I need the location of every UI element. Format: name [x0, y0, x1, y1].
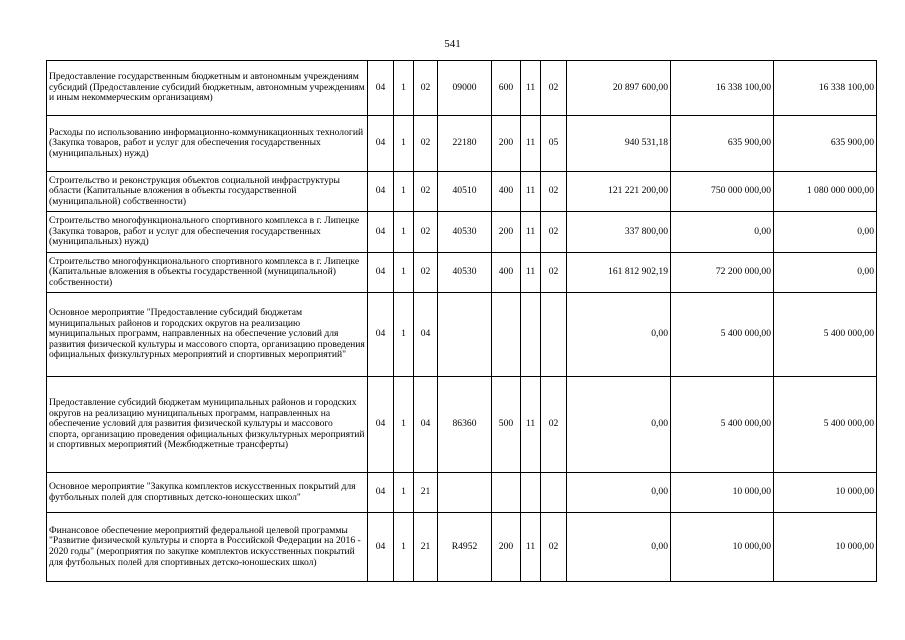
expense-type-code: 600: [492, 61, 521, 116]
amount-year-2: 10 000,00: [671, 513, 774, 582]
amount-year-2: 750 000 000,00: [671, 172, 774, 212]
subsection-code: 02: [541, 253, 567, 293]
program-code: 1: [394, 253, 414, 293]
row-description: Строительство многофункционального спортивного комплекса в г. Липецке (Капитальные вложения в объекты государственной (муниципальной) собственности): [47, 253, 368, 293]
subsection-code: 02: [541, 61, 567, 116]
expense-type-code: 200: [492, 116, 521, 172]
table-row: [47, 293, 877, 377]
amount-year-3: 0,00: [774, 253, 877, 293]
subsection-code: [541, 473, 567, 513]
amount-year-1: 940 531,18: [567, 116, 671, 172]
table-row: [47, 61, 877, 116]
amount-year-3: 5 400 000,00: [774, 377, 877, 473]
amount-year-2: 0,00: [671, 212, 774, 253]
subprogram-code: 02: [414, 253, 438, 293]
ministry-code: 04: [368, 116, 394, 172]
table-row: [47, 473, 877, 513]
direction-code: 22180: [438, 116, 492, 172]
amount-year-3: 16 338 100,00: [774, 61, 877, 116]
amount-year-3: 10 000,00: [774, 473, 877, 513]
program-code: 1: [394, 172, 414, 212]
amount-year-2: 635 900,00: [671, 116, 774, 172]
direction-code: 86360: [438, 377, 492, 473]
amount-year-2: 5 400 000,00: [671, 377, 774, 473]
subsection-code: 02: [541, 212, 567, 253]
table-row: [47, 513, 877, 582]
section-code: 11: [521, 513, 541, 582]
ministry-code: 04: [368, 61, 394, 116]
amount-year-3: 1 080 000 000,00: [774, 172, 877, 212]
subprogram-code: 02: [414, 212, 438, 253]
subsection-code: 02: [541, 172, 567, 212]
direction-code: 40530: [438, 253, 492, 293]
expense-type-code: 500: [492, 377, 521, 473]
amount-year-1: 20 897 600,00: [567, 61, 671, 116]
row-description: Предоставление субсидий бюджетам муниципальных районов и городских округов на реализацию муниципальных программ, направленных на обеспечение условий для развития физической культуры и массового спорта, организацию проведения официальных физкультурных мероприятий и спортивных мероприятий (Межбюджетные трансферты): [47, 377, 368, 473]
expense-type-code: 400: [492, 172, 521, 212]
section-code: [521, 473, 541, 513]
subprogram-code: 04: [414, 293, 438, 377]
expense-type-code: [492, 473, 521, 513]
ministry-code: 04: [368, 293, 394, 377]
program-code: 1: [394, 116, 414, 172]
amount-year-2: 5 400 000,00: [671, 293, 774, 377]
table-row: [47, 377, 877, 473]
ministry-code: 04: [368, 172, 394, 212]
amount-year-3: 635 900,00: [774, 116, 877, 172]
section-code: 11: [521, 116, 541, 172]
subprogram-code: 02: [414, 116, 438, 172]
section-code: 11: [521, 212, 541, 253]
table-row: [47, 253, 877, 293]
subsection-code: 02: [541, 513, 567, 582]
expense-type-code: 400: [492, 253, 521, 293]
amount-year-1: 0,00: [567, 293, 671, 377]
amount-year-2: 16 338 100,00: [671, 61, 774, 116]
direction-code: 09000: [438, 61, 492, 116]
table-row: [47, 172, 877, 212]
direction-code: 40530: [438, 212, 492, 253]
subprogram-code: 02: [414, 61, 438, 116]
ministry-code: 04: [368, 377, 394, 473]
subsection-code: [541, 293, 567, 377]
direction-code: [438, 293, 492, 377]
amount-year-2: 10 000,00: [671, 473, 774, 513]
table-row: [47, 116, 877, 172]
subprogram-code: 04: [414, 377, 438, 473]
amount-year-1: 0,00: [567, 513, 671, 582]
subsection-code: 05: [541, 116, 567, 172]
row-description: Расходы по использованию информационно-коммуникационных технологий (Закупка товаров, работ и услуг для обеспечения государственных (муниципальных) нужд): [47, 116, 368, 172]
row-description: Основное мероприятие "Закупка комплектов искусственных покрытий для футбольных полей для спортивных детско-юношеских школ": [47, 473, 368, 513]
section-code: [521, 293, 541, 377]
program-code: 1: [394, 212, 414, 253]
amount-year-2: 72 200 000,00: [671, 253, 774, 293]
row-description: Строительство и реконструкция объектов социальной инфраструктуры области (Капитальные вложения в объекты государственной (муниципальной) собственности): [47, 172, 368, 212]
ministry-code: 04: [368, 253, 394, 293]
ministry-code: 04: [368, 513, 394, 582]
program-code: 1: [394, 293, 414, 377]
expense-type-code: [492, 293, 521, 377]
page-number: 541: [444, 38, 461, 50]
amount-year-1: 0,00: [567, 473, 671, 513]
row-description: Финансовое обеспечение мероприятий федеральной целевой программы "Развитие физической культуры и спорта в Российской Федерации на 2016 - 2020 годы" (мероприятия по закупке комплектов искусственных покрытий для футбольных полей для спортивных детско-юношеских школ): [47, 513, 368, 582]
amount-year-1: 121 221 200,00: [567, 172, 671, 212]
row-description: Предоставление государственным бюджетным и автономным учреждениям субсидий (Предоставление субсидий бюджетным, автономным учреждениям и иным некоммерческим организациям): [47, 61, 368, 116]
ministry-code: 04: [368, 212, 394, 253]
program-code: 1: [394, 377, 414, 473]
amount-year-1: 161 812 902,19: [567, 253, 671, 293]
amount-year-1: 0,00: [567, 377, 671, 473]
budget-table: [46, 60, 877, 582]
program-code: 1: [394, 473, 414, 513]
amount-year-1: 337 800,00: [567, 212, 671, 253]
expense-type-code: 200: [492, 513, 521, 582]
subprogram-code: 02: [414, 172, 438, 212]
table-row: [47, 212, 877, 253]
subprogram-code: 21: [414, 473, 438, 513]
ministry-code: 04: [368, 473, 394, 513]
program-code: 1: [394, 513, 414, 582]
section-code: 11: [521, 172, 541, 212]
amount-year-3: 10 000,00: [774, 513, 877, 582]
expense-type-code: 200: [492, 212, 521, 253]
subsection-code: 02: [541, 377, 567, 473]
row-description: Строительство многофункционального спортивного комплекса в г. Липецке (Закупка товаров, работ и услуг для обеспечения государственных (муниципальных) нужд): [47, 212, 368, 253]
direction-code: 40510: [438, 172, 492, 212]
section-code: 11: [521, 61, 541, 116]
section-code: 11: [521, 377, 541, 473]
row-description: Основное мероприятие "Предоставление субсидий бюджетам муниципальных районов и городских округов на реализацию муниципальных программ, направленных на обеспечение условий для развития физической культуры и массового спорта, организацию проведения официальных физкультурных мероприятий и спортивных мероприятий": [47, 293, 368, 377]
program-code: 1: [394, 61, 414, 116]
direction-code: [438, 473, 492, 513]
direction-code: R4952: [438, 513, 492, 582]
subprogram-code: 21: [414, 513, 438, 582]
amount-year-3: 5 400 000,00: [774, 293, 877, 377]
section-code: 11: [521, 253, 541, 293]
amount-year-3: 0,00: [774, 212, 877, 253]
